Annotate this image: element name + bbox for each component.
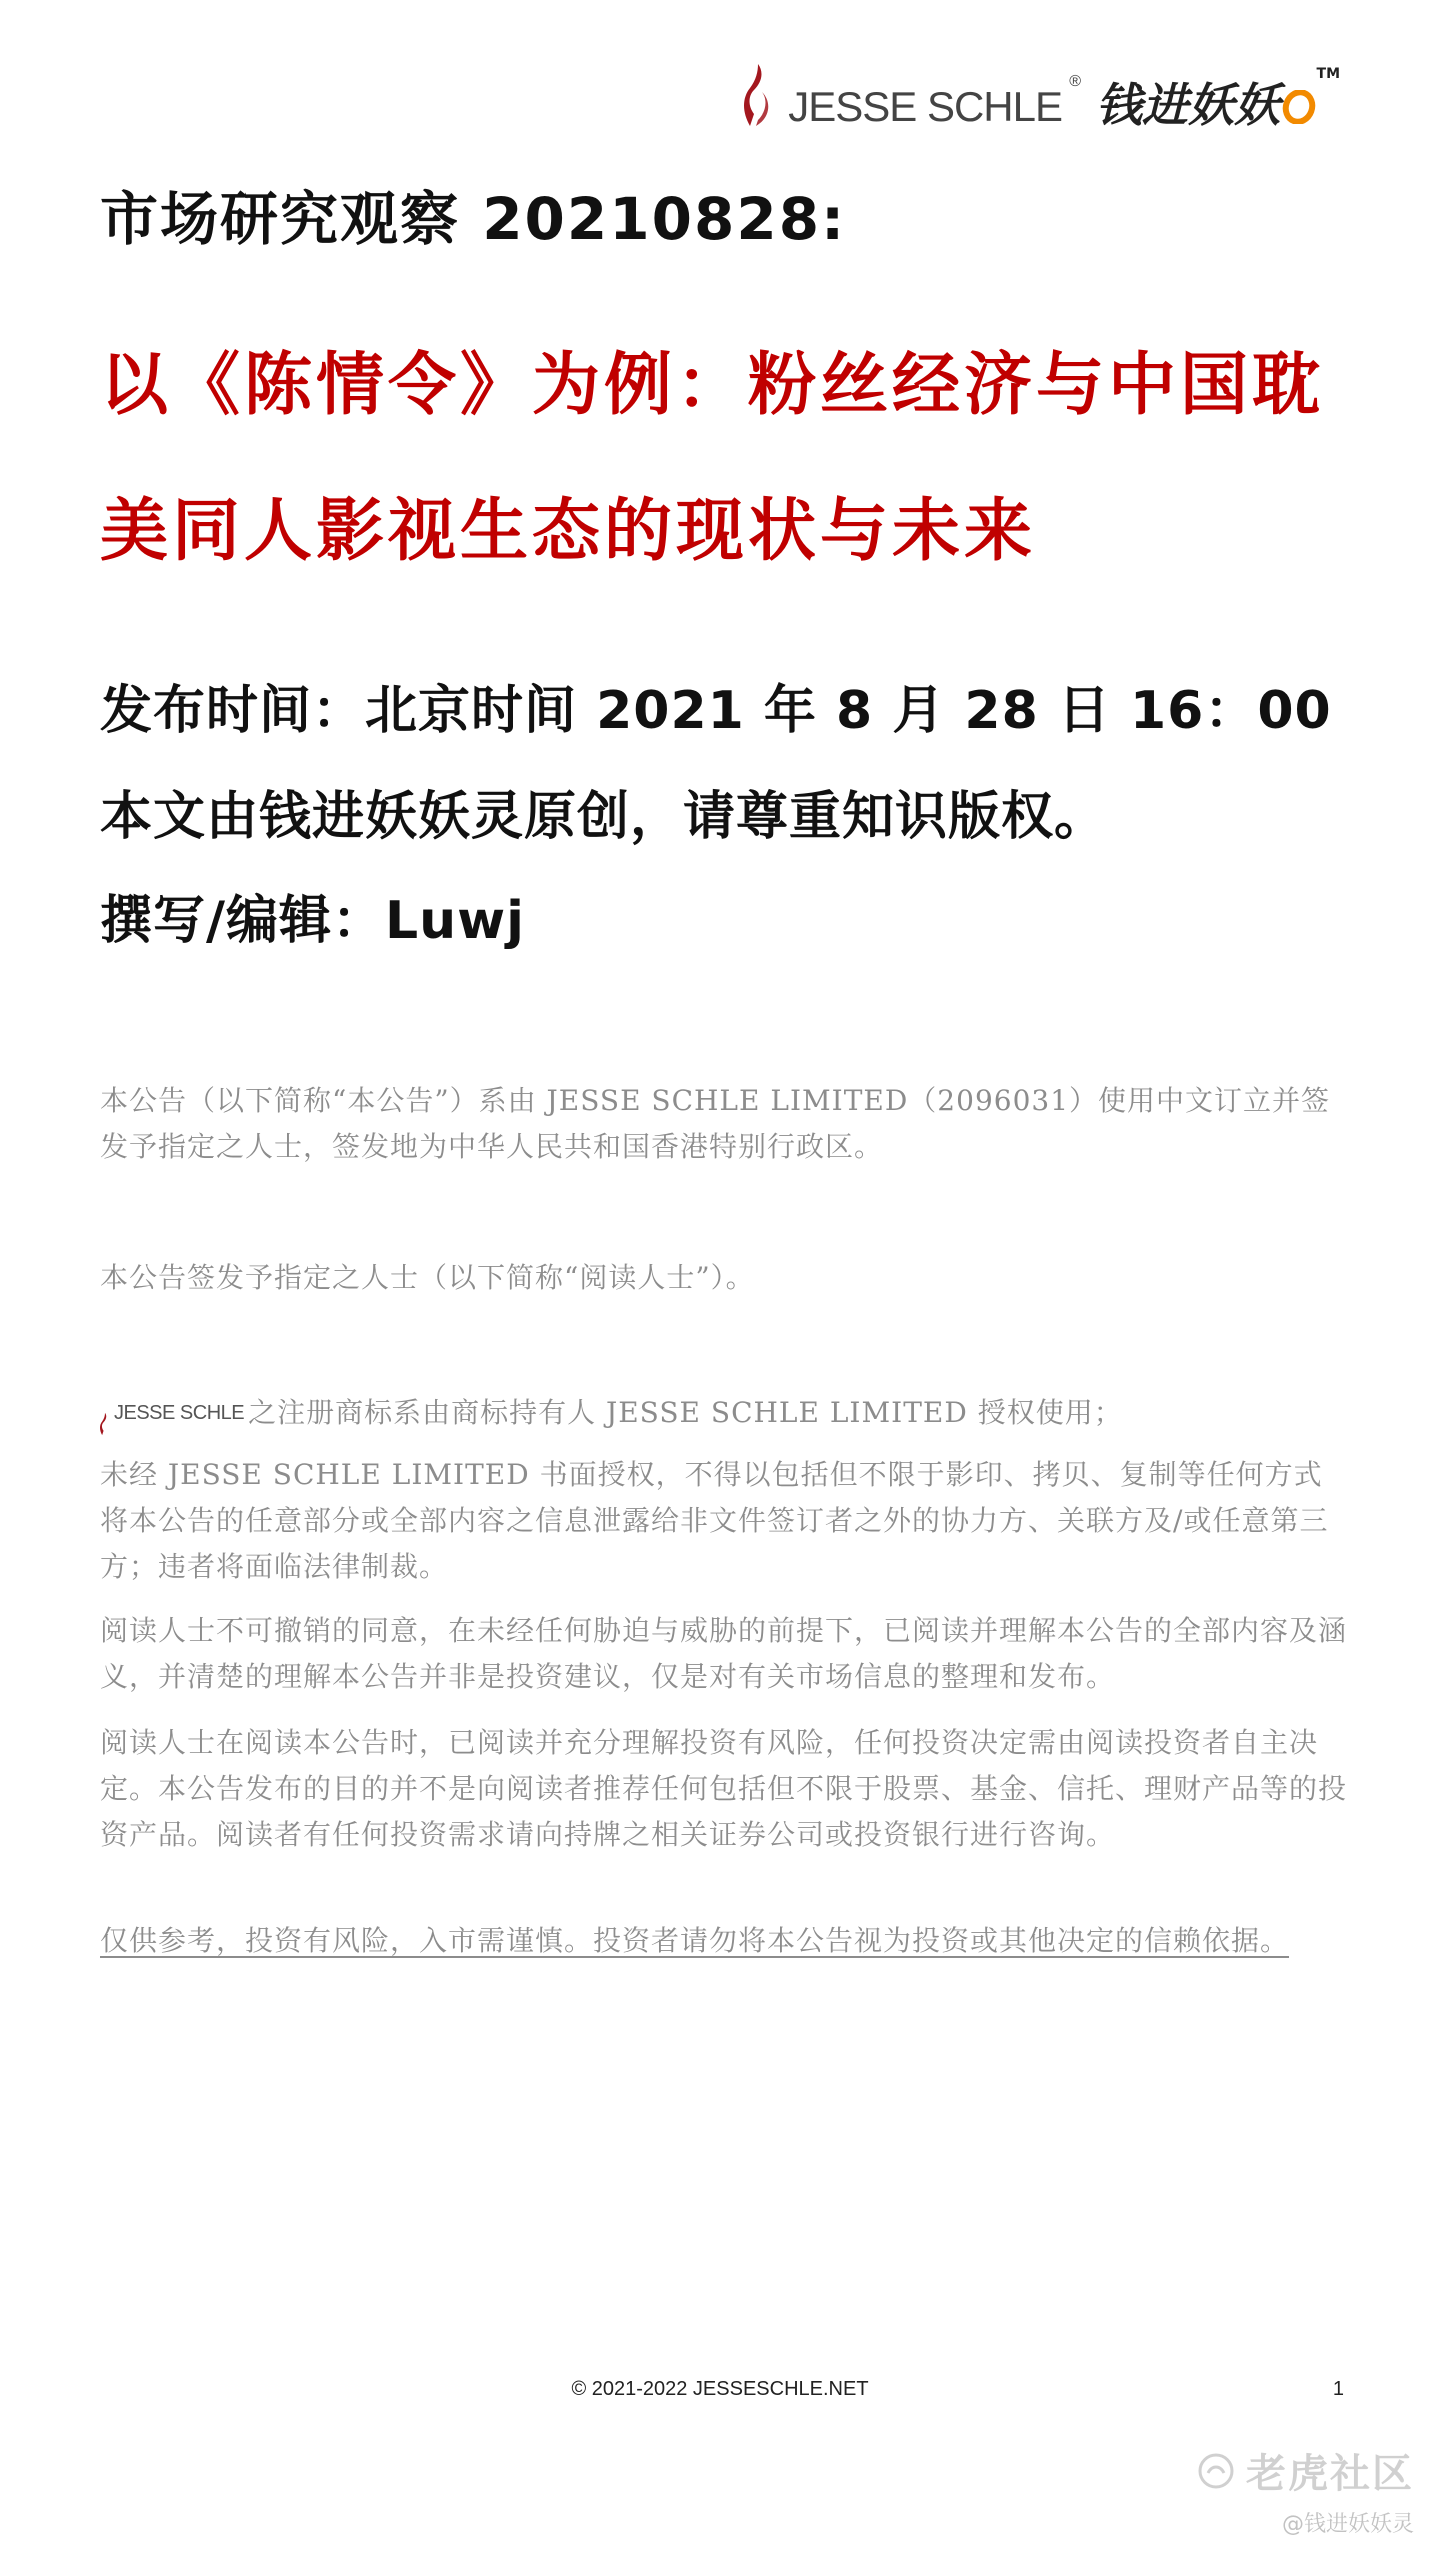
orange-coin-icon — [1282, 90, 1316, 124]
watermark-user: @钱进妖妖灵 — [1281, 2512, 1414, 2537]
disclaimer-paragraph-6: 阅读人士在阅读本公告时，已阅读并充分理解投资有风险，任何投资决定需由阅读投资者自主决定。本公告发布的目的并不是向阅读者推荐任何包括但不限于股票、基金、信托、理财产品等的投资产品。阅读者有任何投资需求请向持牌之相关证券公司或投资银行进行咨询。 — [100, 1726, 1348, 1851]
report-title: 市场研究观察 20210828: — [100, 185, 847, 253]
report-subtitle: 以《陈情令》为例：粉丝经济与中国耽美同人影视生态的现状与未来 — [100, 345, 1325, 571]
disclaimer-paragraph-3 — [100, 1390, 1350, 1436]
footer-copyright: © 2021-2022 JESSESCHLE.NET — [571, 2378, 869, 2400]
brand-cn: 钱进妖妖 TM — [1096, 66, 1340, 132]
mini-brand-logo: JESSE SCHLE — [100, 1390, 244, 1436]
community-watermark — [1196, 2442, 1414, 2538]
header-logo — [744, 62, 1340, 132]
trademark-text: 之注册商标系由商标持有人 JESSE SCHLE LIMITED 授权使用； — [248, 1396, 1123, 1429]
watermark-title: 老虎社区 — [1246, 2451, 1414, 2497]
jesse-schle-logo-icon — [744, 62, 772, 128]
copyright-note: 本文由钱进妖妖灵原创，请尊重知识版权。 — [100, 787, 1108, 847]
disclaimer-paragraph-4: 未经 JESSE SCHLE LIMITED 书面授权，不得以包括但不限于影印、拷贝、复制等任何方式将本公告的任意部分或全部内容之信息泄露给非文件签订者之外的协力方、关联方及/或任意第三方；违者将面临法律制裁。 — [100, 1458, 1329, 1583]
author-line: 撰写/编辑：Luwj — [100, 891, 526, 951]
disclaimer-paragraph-1: 本公告（以下简称“本公告”）系由 JESSE SCHLE LIMITED（2096031）使用中文订立并签发予指定之人士，签发地为中华人民共和国香港特别行政区。 — [100, 1084, 1331, 1163]
page-number: 1 — [1332, 2378, 1344, 2400]
disclaimer-paragraph-7: 仅供参考，投资有风险，入市需谨慎。投资者请勿将本公告视为投资或其他决定的信赖依据。 — [100, 1924, 1290, 1957]
disclaimer-paragraph-5: 阅读人士不可撤销的同意，在未经任何胁迫与威胁的前提下，已阅读并理解本公告的全部内容及涵义，并清楚的理解本公告并非是投资建议，仅是对有关市场信息的整理和发布。 — [100, 1614, 1348, 1693]
publish-time: 发布时间：北京时间 2021 年 8 月 28 日 16：00 — [100, 681, 1332, 741]
tiger-community-icon — [1196, 2451, 1236, 2491]
disclaimer-paragraph-2: 本公告签发予指定之人士（以下简称“阅读人士”）。 — [100, 1261, 755, 1294]
brand-name: JESSE SCHLE ® — [788, 73, 1080, 130]
jesse-schle-small-icon — [100, 1412, 110, 1436]
